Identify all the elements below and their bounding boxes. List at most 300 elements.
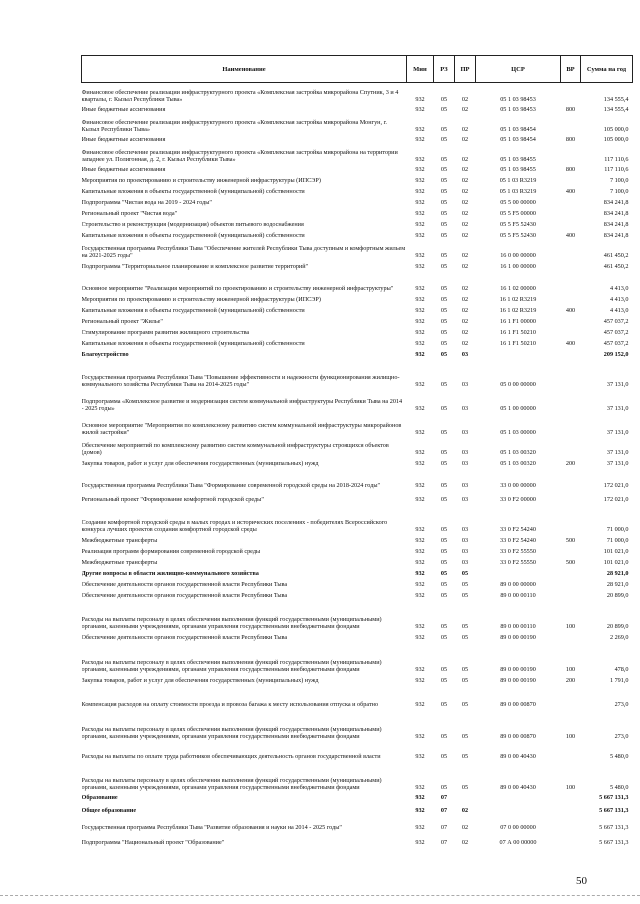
row-rz: 05 xyxy=(440,155,448,163)
row-name: Компенсация расходов на оплату стоимости проезда и провоза багажа к месту использования отпуска и обратно xyxy=(81,700,379,708)
row-pr: 03 xyxy=(461,495,469,503)
table-row xyxy=(82,801,633,814)
row-name: Подпрограмма «Комплексное развитие и модернизация систем коммунальной инфраструктуры Республики Тыва на 2014 - 2025 годы» xyxy=(81,397,403,412)
table-row xyxy=(82,292,633,303)
row-pr: 03 xyxy=(461,525,469,533)
row-csr: 05 5 00 00000 xyxy=(500,198,536,206)
row-csr: 05 1 03 98455 xyxy=(500,165,536,173)
row-sum: 834 241,8 xyxy=(603,198,629,206)
row-csr: 05 1 03 R3219 xyxy=(499,176,537,184)
row-sum: 20 899,0 xyxy=(606,591,629,599)
row-vr xyxy=(561,217,581,228)
row-name: Основное мероприятие "Реализация мероприятий по проектированию и строительству инженерной инфраструктуры" xyxy=(81,284,394,292)
table-row xyxy=(82,228,633,239)
row-rz: 05 xyxy=(440,339,448,347)
row-min: 932 xyxy=(415,752,425,760)
row-pr: 03 xyxy=(461,404,469,412)
row-name: Иные бюджетные ассигнования xyxy=(81,135,166,143)
row-vr xyxy=(561,544,581,555)
row-pr: 02 xyxy=(461,165,469,173)
row-vr xyxy=(561,314,581,325)
row-min: 932 xyxy=(415,220,425,228)
row-vr xyxy=(561,630,581,641)
row-name: Обеспечение мероприятий по комплексному развитию систем коммунальной инфраструктуры строящихся объектов (домов) xyxy=(81,441,389,456)
row-rz: 05 xyxy=(440,209,448,217)
row-pr: 02 xyxy=(461,306,469,314)
row-sum: 37 131,0 xyxy=(606,459,629,467)
table-row xyxy=(82,436,633,456)
row-name: Иные бюджетные ассигнования xyxy=(81,165,166,173)
row-vr xyxy=(561,412,581,436)
row-name: Мероприятия по проектированию и строительству инженерной инфраструктуры (ИПСЭР) xyxy=(81,295,321,303)
row-rz: 05 xyxy=(440,633,448,641)
row-pr: 02 xyxy=(461,198,469,206)
row-pr: 05 xyxy=(461,591,469,599)
row-min: 932 xyxy=(415,328,425,336)
budget-table xyxy=(81,55,633,846)
row-rz: 05 xyxy=(440,536,448,544)
row-min: 932 xyxy=(415,732,425,740)
table-row xyxy=(82,588,633,599)
row-csr: 89 0 00 00190 xyxy=(500,665,536,673)
table-row xyxy=(82,740,633,760)
row-min: 932 xyxy=(415,284,425,292)
row-sum: 834 241,8 xyxy=(603,220,629,228)
table-row xyxy=(82,544,633,555)
row-csr: 89 0 00 00110 xyxy=(500,622,536,630)
header-csr: ЦСР xyxy=(476,56,561,83)
row-sum: 2 269,0 xyxy=(609,633,629,641)
row-rz: 05 xyxy=(440,231,448,239)
row-vr: 500 xyxy=(565,536,576,544)
row-name: Строительство и реконструкция (модернизация) объектов питьевого водоснабжения xyxy=(81,220,304,228)
row-vr: 200 xyxy=(565,676,576,684)
row-sum: 117 110,6 xyxy=(604,155,629,163)
header-pr: ПР xyxy=(455,56,476,83)
row-name: Обеспечение деятельности органов государственной власти Республики Тыва xyxy=(81,591,288,599)
row-csr xyxy=(476,566,561,577)
row-csr: 16 1 00 00000 xyxy=(500,262,536,270)
row-pr: 03 xyxy=(461,380,469,388)
row-pr: 05 xyxy=(461,783,469,791)
table-row xyxy=(82,143,633,163)
row-rz: 05 xyxy=(440,558,448,566)
table-row xyxy=(82,684,633,708)
row-sum: 101 021,0 xyxy=(603,558,629,566)
row-name: Расходы на выплаты персоналу в целях обеспечения выполнения функций государственными (муниципальными) органами, казенными учреждениями, органами управления государственными внебюджетными фондами xyxy=(81,725,382,740)
row-vr: 500 xyxy=(565,558,576,566)
row-sum: 273,0 xyxy=(614,732,629,740)
row-csr: 05 1 03 98454 xyxy=(500,135,536,143)
row-pr: 05 xyxy=(461,622,469,630)
row-csr: 05 1 00 00000 xyxy=(500,404,536,412)
row-pr: 03 xyxy=(461,350,469,358)
row-csr: 05 5 F5 52430 xyxy=(500,231,536,239)
row-name: Общее образование xyxy=(81,806,137,814)
row-pr: 03 xyxy=(461,448,469,456)
row-name: Капитальные вложения в объекты государственной (муниципальной) собственности xyxy=(81,187,305,195)
row-rz: 05 xyxy=(440,732,448,740)
row-rz: 05 xyxy=(440,591,448,599)
row-pr xyxy=(455,791,476,801)
row-min: 932 xyxy=(415,165,425,173)
row-name: Подпрограмма "Территориальное планирование и комплексное развитие территорий" xyxy=(81,262,309,270)
table-row xyxy=(82,336,633,347)
row-vr: 400 xyxy=(565,231,576,239)
row-name: Межбюджетные трансферты xyxy=(81,536,158,544)
row-csr: 16 1 02 00000 xyxy=(500,284,536,292)
row-name: Подпрограмма "Национальный проект "Образование" xyxy=(81,838,225,846)
row-pr: 02 xyxy=(461,339,469,347)
row-min: 932 xyxy=(415,209,425,217)
row-csr: 33 0 F2 00000 xyxy=(500,495,536,503)
row-rz: 05 xyxy=(440,547,448,555)
table-body xyxy=(82,83,633,846)
row-name: Государственная программа Республики Тыва "Обеспечение жителей Республики Тыва доступным и комфортным жильем на 2021-2025 годы" xyxy=(81,244,406,259)
row-rz: 05 xyxy=(440,404,448,412)
row-pr: 03 xyxy=(461,547,469,555)
row-name: Закупка товаров, работ и услуг для обеспечения государственных (муниципальных) нужд xyxy=(81,459,319,467)
row-sum: 5 667 131,3 xyxy=(599,823,629,831)
row-rz: 05 xyxy=(440,328,448,336)
row-min: 932 xyxy=(415,176,425,184)
table-row xyxy=(82,577,633,588)
row-min: 932 xyxy=(415,459,425,467)
row-rz: 05 xyxy=(440,569,448,577)
table-row xyxy=(82,83,633,103)
row-sum: 37 131,0 xyxy=(606,380,629,388)
row-min: 932 xyxy=(415,622,425,630)
row-vr: 400 xyxy=(565,339,576,347)
row-pr: 02 xyxy=(461,328,469,336)
header-min: Мин xyxy=(407,56,434,83)
row-sum: 478,0 xyxy=(614,665,629,673)
row-sum: 117 110,6 xyxy=(604,165,629,173)
row-min: 932 xyxy=(415,295,425,303)
row-csr: 89 0 00 00190 xyxy=(500,676,536,684)
row-sum: 5 667 131,3 xyxy=(599,838,629,846)
row-name: Региональный проект "Формирование комфортной городской среды" xyxy=(81,495,264,503)
row-pr: 03 xyxy=(461,481,469,489)
row-csr: 05 1 03 98454 xyxy=(500,125,536,133)
row-csr: 05 1 03 98453 xyxy=(500,95,536,103)
row-vr xyxy=(561,270,581,292)
row-vr xyxy=(561,83,581,103)
header-vr: ВР xyxy=(561,56,581,83)
row-pr: 03 xyxy=(461,459,469,467)
row-min: 932 xyxy=(415,495,425,503)
row-pr: 02 xyxy=(461,262,469,270)
row-sum: 457 037,2 xyxy=(603,328,629,336)
row-csr: 05 5 F5 52430 xyxy=(500,220,536,228)
row-csr: 05 0 00 00000 xyxy=(500,380,536,388)
row-csr: 89 0 00 00190 xyxy=(500,633,536,641)
row-csr: 05 1 03 00320 xyxy=(500,448,536,456)
row-name: Расходы на выплаты по оплате труда работников обеспечивающих деятельность органов государственной власти xyxy=(81,752,381,760)
row-csr: 89 0 00 40430 xyxy=(500,752,536,760)
row-csr: 05 1 03 98455 xyxy=(500,155,536,163)
table-row xyxy=(82,566,633,577)
row-min: 932 xyxy=(415,525,425,533)
row-pr: 03 xyxy=(461,428,469,436)
row-sum: 105 000,0 xyxy=(603,125,629,133)
table-row xyxy=(82,259,633,270)
table-row xyxy=(82,555,633,566)
row-rz: 05 xyxy=(440,676,448,684)
row-min: 932 xyxy=(415,558,425,566)
table-row xyxy=(82,412,633,436)
row-min: 932 xyxy=(415,591,425,599)
row-min: 932 xyxy=(415,783,425,791)
row-rz: 05 xyxy=(440,525,448,533)
row-min: 932 xyxy=(415,823,425,831)
row-vr: 400 xyxy=(565,306,576,314)
row-vr xyxy=(561,143,581,163)
row-csr: 05 1 03 98453 xyxy=(500,105,536,113)
row-name: Благоустройство xyxy=(81,350,129,358)
row-pr: 02 xyxy=(461,251,469,259)
row-pr: 02 xyxy=(461,209,469,217)
row-vr xyxy=(561,791,581,801)
row-rz: 05 xyxy=(440,459,448,467)
row-pr: 02 xyxy=(461,295,469,303)
row-rz: 07 xyxy=(440,806,448,814)
table-row xyxy=(82,358,633,388)
row-min: 932 xyxy=(415,428,425,436)
row-rz: 05 xyxy=(440,220,448,228)
row-rz: 05 xyxy=(440,198,448,206)
row-rz: 07 xyxy=(440,838,448,846)
row-rz: 05 xyxy=(440,350,448,358)
row-rz: 05 xyxy=(440,783,448,791)
row-name: Финансовое обеспечение реализации инфраструктурного проекта «Комплексная застройка микрорайона Монгун, г. Кызыл Республики Тыва» xyxy=(81,118,387,133)
row-min: 932 xyxy=(415,187,425,195)
table-row xyxy=(82,195,633,206)
row-pr: 03 xyxy=(461,558,469,566)
row-csr: 89 0 00 00870 xyxy=(500,732,536,740)
row-rz: 05 xyxy=(440,752,448,760)
table-row xyxy=(82,630,633,641)
row-csr: 16 1 F1 00000 xyxy=(500,317,536,325)
row-vr xyxy=(561,814,581,831)
row-csr: 16 0 00 00000 xyxy=(500,251,536,259)
row-min: 932 xyxy=(415,536,425,544)
row-sum: 457 037,2 xyxy=(603,339,629,347)
row-vr xyxy=(561,292,581,303)
row-rz: 05 xyxy=(440,700,448,708)
row-pr: 02 xyxy=(461,187,469,195)
row-sum: 71 000,0 xyxy=(606,525,629,533)
row-csr: 89 0 00 00870 xyxy=(500,700,536,708)
row-name: Государственная программа Республики Тыва "Повышение эффективности и надежности функционирования жилищно-коммунального хозяйства Республики Тыва на 2014-2025 годы" xyxy=(81,373,400,388)
row-pr: 02 xyxy=(461,231,469,239)
row-pr: 05 xyxy=(461,665,469,673)
row-name: Капитальные вложения в объекты государственной (муниципальной) собственности xyxy=(81,231,305,239)
row-min: 932 xyxy=(415,135,425,143)
table-row xyxy=(82,103,633,113)
row-sum: 71 000,0 xyxy=(606,536,629,544)
row-csr: 89 0 00 40430 xyxy=(500,783,536,791)
row-pr: 05 xyxy=(461,676,469,684)
table-row xyxy=(82,206,633,217)
row-pr: 02 xyxy=(461,806,469,814)
row-min: 932 xyxy=(415,105,425,113)
row-pr: 02 xyxy=(461,823,469,831)
row-pr: 02 xyxy=(461,155,469,163)
row-vr xyxy=(561,195,581,206)
table-row xyxy=(82,831,633,846)
row-csr: 16 1 F1 50210 xyxy=(500,328,536,336)
row-sum: 172 021,0 xyxy=(603,481,629,489)
table-row xyxy=(82,113,633,133)
scan-edge-divider xyxy=(0,895,640,896)
table-row xyxy=(82,673,633,684)
row-min: 932 xyxy=(415,700,425,708)
row-pr: 02 xyxy=(461,135,469,143)
table-row xyxy=(82,708,633,740)
row-name: Подпрограмма "Чистая вода на 2019 - 2024 годы" xyxy=(81,198,212,206)
row-csr: 33 0 00 00000 xyxy=(500,481,536,489)
row-sum: 172 021,0 xyxy=(603,495,629,503)
row-vr xyxy=(561,206,581,217)
row-name: Основное мероприятие "Мероприятия по комплексному развитию систем коммунальной инфраструктуры микрорайонов жилой застройки" xyxy=(81,421,402,436)
row-name: Межбюджетные трансферты xyxy=(81,558,158,566)
row-sum: 7 100,0 xyxy=(609,187,629,195)
table-row xyxy=(82,456,633,467)
row-name: Капитальные вложения в объекты государственной (муниципальной) собственности xyxy=(81,306,305,314)
row-rz: 05 xyxy=(440,481,448,489)
row-csr xyxy=(476,801,561,814)
table-row xyxy=(82,133,633,143)
table-row xyxy=(82,814,633,831)
row-name: Иные бюджетные ассигнования xyxy=(81,105,166,113)
row-vr xyxy=(561,347,581,358)
row-rz: 05 xyxy=(440,306,448,314)
row-min: 932 xyxy=(415,339,425,347)
row-min: 932 xyxy=(415,198,425,206)
row-pr: 02 xyxy=(461,95,469,103)
row-rz: 05 xyxy=(440,622,448,630)
row-vr: 800 xyxy=(565,135,576,143)
table-row xyxy=(82,325,633,336)
row-vr: 200 xyxy=(565,459,576,467)
row-min: 932 xyxy=(415,633,425,641)
row-sum: 105 000,0 xyxy=(603,135,629,143)
row-sum: 4 413,0 xyxy=(609,306,629,314)
row-csr: 89 0 00 00110 xyxy=(500,591,536,599)
table-row xyxy=(82,641,633,673)
row-vr: 800 xyxy=(565,165,576,173)
row-rz: 05 xyxy=(440,284,448,292)
table-row xyxy=(82,270,633,292)
table-row xyxy=(82,314,633,325)
row-name: Государственная программа Республики Тыва "Развитие образования и науки на 2014 - 2025 годы" xyxy=(81,823,342,831)
row-min: 932 xyxy=(415,95,425,103)
row-pr: 05 xyxy=(461,580,469,588)
row-csr: 89 0 00 00000 xyxy=(500,580,536,588)
row-min: 932 xyxy=(415,676,425,684)
table-row xyxy=(82,184,633,195)
row-pr: 02 xyxy=(461,284,469,292)
row-pr: 02 xyxy=(461,220,469,228)
row-rz: 05 xyxy=(440,262,448,270)
row-rz: 05 xyxy=(440,187,448,195)
row-min: 932 xyxy=(415,155,425,163)
row-min: 932 xyxy=(415,317,425,325)
row-min: 932 xyxy=(415,380,425,388)
row-rz: 05 xyxy=(440,295,448,303)
row-name: Расходы на выплаты персоналу в целях обеспечения выполнения функций государственными (муниципальными) органами, казенными учреждениями, органами управления государственными внебюджетными фондами xyxy=(81,658,382,673)
row-min: 932 xyxy=(415,547,425,555)
row-sum: 37 131,0 xyxy=(606,428,629,436)
row-pr: 02 xyxy=(461,176,469,184)
row-vr xyxy=(561,503,581,533)
row-vr xyxy=(561,577,581,588)
row-vr xyxy=(561,831,581,846)
row-pr: 02 xyxy=(461,317,469,325)
row-min: 932 xyxy=(415,125,425,133)
row-rz: 05 xyxy=(440,95,448,103)
row-pr: 05 xyxy=(461,569,469,577)
row-min: 932 xyxy=(415,350,425,358)
row-vr xyxy=(561,325,581,336)
table-row xyxy=(82,760,633,791)
row-rz: 05 xyxy=(440,428,448,436)
row-csr: 33 0 F2 54240 xyxy=(500,525,536,533)
row-vr xyxy=(561,239,581,259)
row-name: Обеспечение деятельности органов государственной власти Республики Тыва xyxy=(81,633,288,641)
row-name: Региональный проект "Чистая вода" xyxy=(81,209,178,217)
row-name: Финансовое обеспечение реализации инфраструктурного проекта «Комплексная застройка микрорайона на территории западнее ул. Полигонная, д. 2, г. Кызыл Республики Тыва» xyxy=(81,148,398,163)
row-sum: 834 241,8 xyxy=(603,209,629,217)
row-vr xyxy=(561,436,581,456)
row-vr: 400 xyxy=(565,187,576,195)
row-sum: 37 131,0 xyxy=(606,448,629,456)
row-rz: 05 xyxy=(440,125,448,133)
row-name: Реализация программ формирования современной городской среды xyxy=(81,547,261,555)
row-min: 932 xyxy=(415,448,425,456)
row-sum: 1 791,0 xyxy=(609,676,629,684)
row-sum: 461 450,2 xyxy=(603,262,629,270)
row-pr: 02 xyxy=(461,125,469,133)
row-pr: 05 xyxy=(461,732,469,740)
row-rz: 05 xyxy=(440,448,448,456)
row-pr: 05 xyxy=(461,633,469,641)
row-min: 932 xyxy=(415,404,425,412)
row-csr: 33 0 F2 54240 xyxy=(500,536,536,544)
row-name: Финансовое обеспечение реализации инфраструктурного проекта «Комплексная застройка микрорайона Спутник, 3 и 4 кварталы, г. Кызыл Республики Тыва» xyxy=(81,88,399,103)
page-number: 50 xyxy=(576,875,587,887)
row-pr: 05 xyxy=(461,700,469,708)
row-csr: 05 5 F5 00000 xyxy=(500,209,536,217)
table-row xyxy=(82,791,633,801)
table-row xyxy=(82,347,633,358)
row-vr xyxy=(561,113,581,133)
table-row xyxy=(82,239,633,259)
row-csr xyxy=(476,791,561,801)
row-name: Закупка товаров, работ и услуг для обеспечения государственных (муниципальных) нужд xyxy=(81,676,319,684)
row-name: Стимулирование программ развития жилищного строительства xyxy=(81,328,250,336)
row-vr xyxy=(561,489,581,503)
table-header-row xyxy=(82,56,633,83)
row-pr: 03 xyxy=(461,536,469,544)
row-sum: 134 555,4 xyxy=(603,95,629,103)
row-vr: 100 xyxy=(565,665,576,673)
row-vr xyxy=(561,588,581,599)
row-name: Образование xyxy=(81,793,118,801)
row-rz: 05 xyxy=(440,580,448,588)
row-csr: 05 1 03 00320 xyxy=(500,459,536,467)
